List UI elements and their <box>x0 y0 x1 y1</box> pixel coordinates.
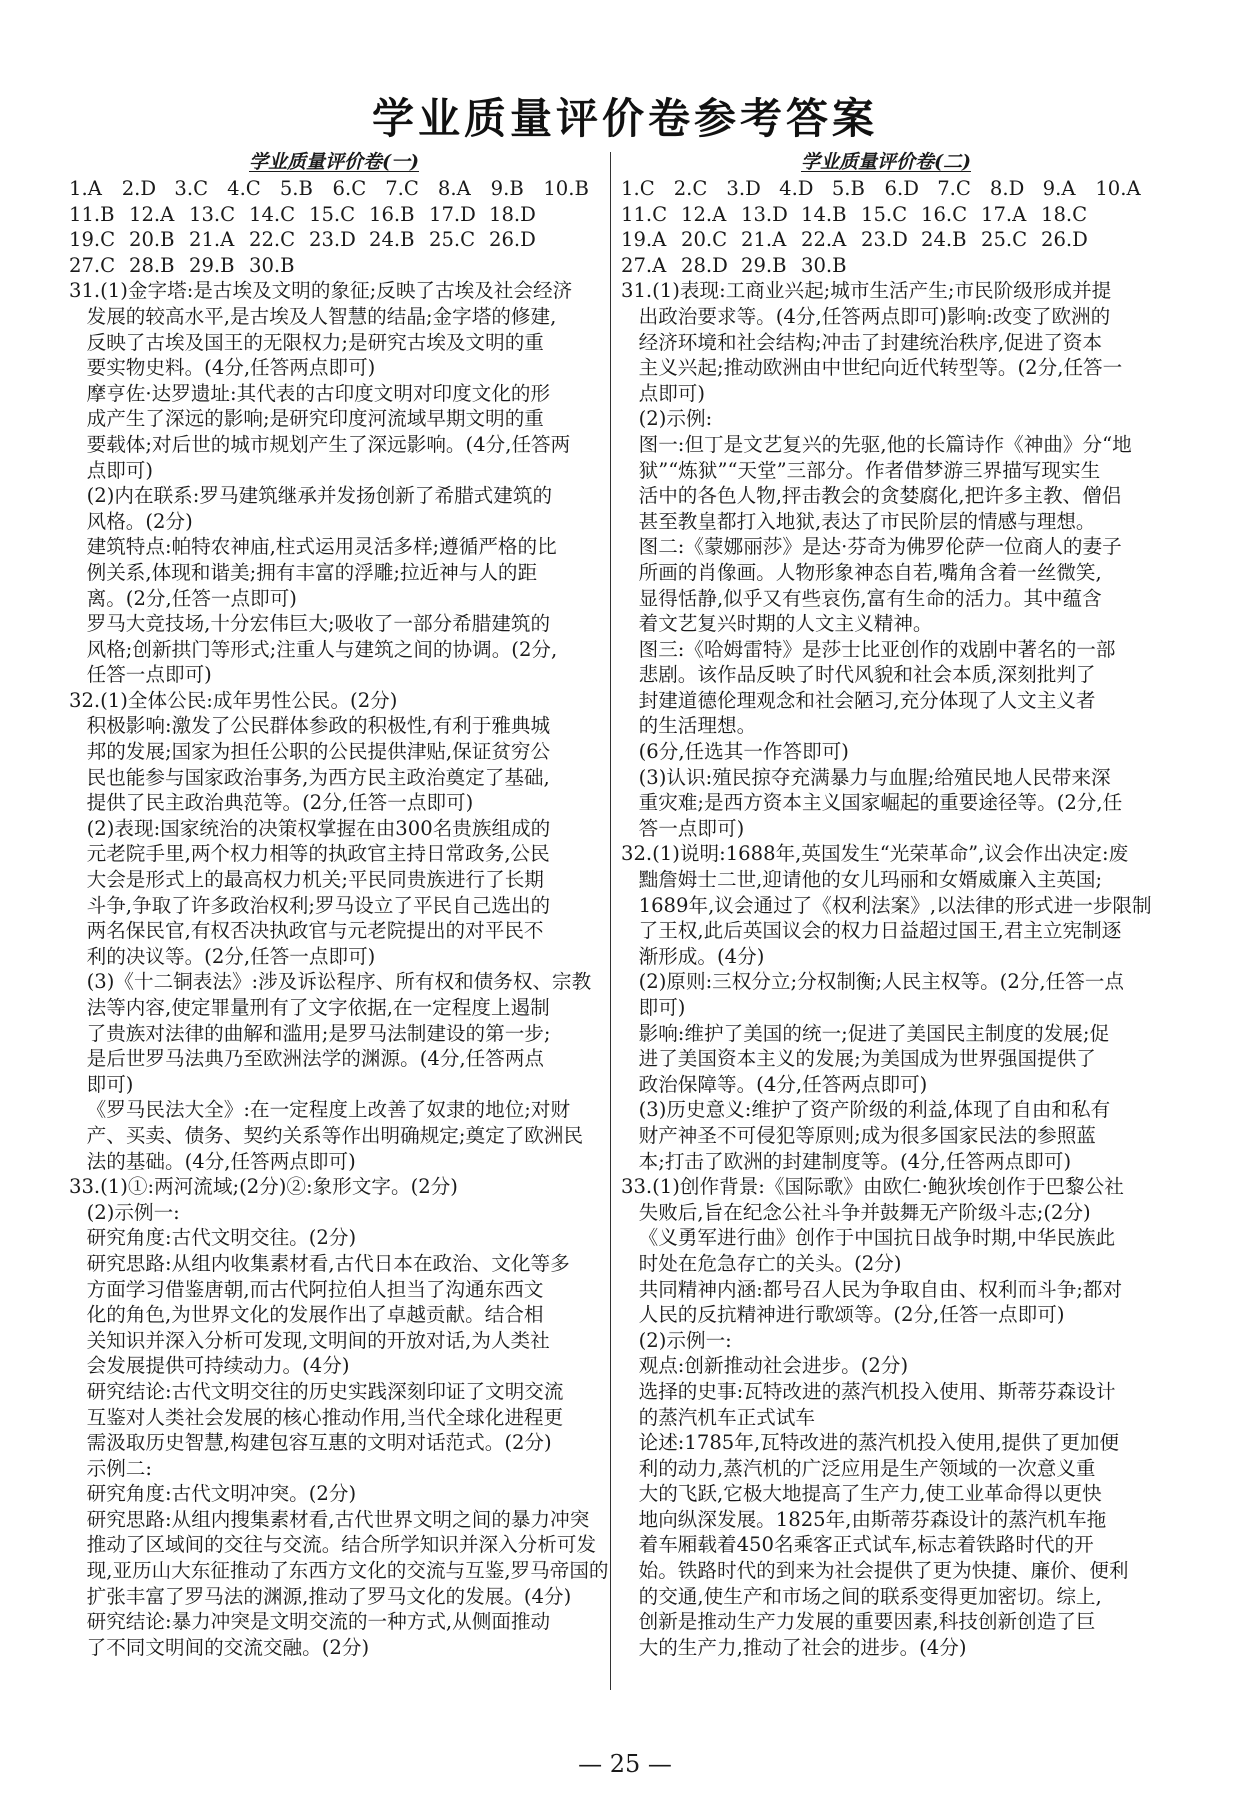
choice-answer: 6.D <box>884 177 919 200</box>
answer-line: 要载体;对后世的城市规划产生了深远影响。(4分,任答两 <box>86 432 571 456</box>
answer-line: 推动了区域间的交往与交流。结合所学知识并深入分析可发 <box>86 1533 597 1557</box>
answer-line: 地向纵深发展。1825年,由斯蒂芬森设计的蒸汽机车拖 <box>638 1507 1107 1531</box>
answer-line: 风格;创新拱门等形式;注重人与建筑之间的协调。(2分, <box>86 637 558 661</box>
choice-answer: 20.C <box>681 228 728 252</box>
choice-answer: 7.C <box>937 177 971 200</box>
answer-line: 两名保民官,有权否决执政官与元老院提出的对平民不 <box>86 919 544 943</box>
answer-line: 的交通,使生产和市场之间的联系变得更加密切。综上, <box>638 1584 1102 1608</box>
answer-line: 法等内容,使定罪量刑有了文字依据,在一定程度上遏制 <box>86 996 550 1019</box>
choice-answers-2 <box>621 176 1151 278</box>
answer-line: 邦的发展;国家为担任公职的公民提供津贴,保证贫穷公 <box>86 740 551 764</box>
choice-answer: 17.D <box>429 202 476 226</box>
answer-line: 摩亨佐·达罗遗址:其代表的古印度文明对印度文化的形 <box>86 381 551 405</box>
answer-line: 元老院手里,两个权力相等的执政官主持日常政务,公民 <box>86 842 550 866</box>
choice-answer: 10.A <box>1095 177 1141 200</box>
choice-answer: 14.C <box>249 202 296 226</box>
choice-answer: 30.B <box>801 253 847 277</box>
answer-line: (2)表现:国家统治的决策权掌握在由300名贵族组成的 <box>86 816 551 840</box>
answer-line: 即可) <box>638 996 686 1019</box>
answer-line: (2)示例一: <box>86 1200 180 1224</box>
answer-line: 需汲取历史智慧,构建包容互惠的文明对话范式。(2分) <box>86 1431 552 1455</box>
choice-answer: 28.D <box>681 253 728 277</box>
choice-row <box>621 176 1151 202</box>
answer-line: 互鉴对人类社会发展的核心推动作用,当代全球化进程更 <box>86 1405 564 1429</box>
answer-line: 即可) <box>86 1072 134 1096</box>
choice-answer: 26.D <box>1041 228 1088 252</box>
answer-line: 经济环境和社会结构;冲击了封建统治秩序,促进了资本 <box>638 330 1103 354</box>
answer-line: 了王权,此后英国议会的权力日益超过国王,君主立宪制逐 <box>638 919 1122 943</box>
answer-line: 《义勇军进行曲》创作于中国抗日战争时期,中华民族此 <box>638 1226 1116 1250</box>
choice-answer: 15.C <box>861 202 908 226</box>
choice-answer: 19.C <box>69 228 116 252</box>
choice-answer: 6.C <box>332 177 367 200</box>
answer-line: 产、买卖、债务、契约关系等作出明确规定;奠定了欧洲民 <box>86 1123 584 1147</box>
answer-line: (3)历史意义:维护了资产阶级的利益,体现了自由和私有 <box>638 1098 1111 1122</box>
answer-line: 图三:《哈姆雷特》是莎士比亚创作的戏剧中著名的一部 <box>638 637 1116 661</box>
answer-line: 显得恬静,似乎又有些哀伤,富有生命的活力。其中蕴含 <box>638 586 1102 610</box>
answer-line: 31.(1)表现:工商业兴起;城市生活产生;市民阶级形成并提 <box>621 279 1112 303</box>
choice-answer: 20.B <box>129 228 175 252</box>
choice-answer: 16.B <box>369 202 415 226</box>
answer-line: 了不同文明间的交流交融。(2分) <box>86 1635 370 1659</box>
choice-row <box>69 202 599 228</box>
answer-line: 所画的肖像画。人物形象神态自若,嘴角含着一丝微笑, <box>638 560 1102 584</box>
choice-answer: 13.C <box>189 202 236 226</box>
choice-row <box>621 227 1151 253</box>
answer-line: 方面学习借鉴唐朝,而古代阿拉伯人担当了沟通东西文 <box>86 1277 544 1301</box>
answer-line: 《罗马民法大全》:在一定程度上改善了奴隶的地位;对财 <box>86 1098 571 1122</box>
choice-answer: 8.D <box>989 177 1025 200</box>
choice-answer: 14.B <box>801 202 847 226</box>
answer-line: 法的基础。(4分,任答两点即可) <box>86 1149 356 1173</box>
choice-answer: 25.C <box>981 228 1028 252</box>
answer-line: 观点:创新推动社会进步。(2分) <box>638 1354 909 1378</box>
answer-line: 大的生产力,推动了社会的进步。(4分) <box>638 1635 967 1659</box>
answer-line: 渐形成。(4分) <box>638 944 765 968</box>
answer-line: 本;打击了欧洲的封建制度等。(4分,任答两点即可) <box>638 1149 1072 1173</box>
answer-line: 33.(1)创作背景:《国际歌》由欧仁·鲍狄埃创作于巴黎公社 <box>621 1175 1124 1199</box>
answer-line: 悲剧。该作品反映了时代风貌和社会本质,深刻批判了 <box>638 663 1096 687</box>
section-title-2: 学业质量评价卷(二) <box>801 151 971 173</box>
answer-line: 政治保障等。(4分,任答两点即可) <box>638 1072 928 1096</box>
answer-line: (2)示例一: <box>638 1328 732 1352</box>
answer-line: (3)《十二铜表法》:涉及诉讼程序、所有权和债务权、宗教 <box>86 970 592 994</box>
choice-answer: 18.C <box>1041 202 1088 226</box>
answer-line: 反映了古埃及国王的无限权力;是研究古埃及文明的重 <box>86 330 544 354</box>
answer-line: (2)内在联系:罗马建筑继承并发扬创新了希腊式建筑的 <box>86 484 553 508</box>
choice-answer: 9.A <box>1042 177 1076 200</box>
choice-answer: 2.C <box>673 177 708 200</box>
choice-answer: 5.B <box>279 177 313 200</box>
answer-line: 利的决议等。(2分,任答一点即可) <box>86 944 376 968</box>
answer-line: 答一点即可) <box>638 816 745 840</box>
answer-line: 32.(1)全体公民:成年男性公民。(2分) <box>69 688 398 712</box>
answer-line: 着文艺复兴时期的人文主义精神。 <box>638 612 933 636</box>
choice-answer: 8.A <box>437 177 471 200</box>
answer-line: 会发展提供可持续动力。(4分) <box>86 1354 350 1378</box>
answer-line: 狱”“炼狱”“天堂”三部分。作者借梦游三界描写现实生 <box>638 458 1101 482</box>
answer-line: 大的飞跃,它极大地提高了生产力,使工业革命得以更快 <box>638 1482 1102 1506</box>
choice-answer: 3.D <box>726 177 761 200</box>
answer-line: 提供了民主政治典范等。(2分,任答一点即可) <box>86 791 474 815</box>
choice-answer: 3.C <box>174 177 209 200</box>
choice-answer: 5.B <box>831 177 865 200</box>
answer-line: (2)示例: <box>638 407 713 431</box>
choice-answer: 4.D <box>779 177 814 200</box>
answer-line: 31.(1)金字塔:是古埃及文明的象征;反映了古埃及社会经济 <box>69 279 573 303</box>
answer-line: 斗争,争取了许多政治权利;罗马设立了平民自己选出的 <box>86 893 551 917</box>
page-title: 学业质量评价卷参考答案 <box>371 94 878 143</box>
answer-line: 的蒸汽机车正式试车 <box>638 1405 815 1429</box>
answer-line: 研究结论:暴力冲突是文明交流的一种方式,从侧面推动 <box>86 1610 551 1634</box>
answer-line: 重灾难;是西方资本主义国家崛起的重要途径等。(2分,任 <box>638 791 1123 815</box>
choice-answer: 21.A <box>741 228 787 252</box>
answer-line: 化的角色,为世界文化的发展作出了卓越贡献。结合相 <box>86 1303 544 1327</box>
answer-line: 失败后,旨在纪念公社斗争并鼓舞无产阶级斗志;(2分) <box>638 1200 1091 1224</box>
answer-line: 甚至教皇都打入地狱,表达了市民阶层的情感与理想。 <box>638 509 1096 533</box>
choice-answer: 29.B <box>189 253 235 277</box>
answer-line: 财产神圣不可侵犯等原则;成为很多国家民法的参照蓝 <box>638 1123 1096 1147</box>
choice-answer: 19.A <box>621 228 667 252</box>
answer-line: 关知识并深入分析可发现,文明间的开放对话,为人类社 <box>86 1328 550 1352</box>
choice-row <box>69 253 599 279</box>
choice-answer: 15.C <box>309 202 356 226</box>
choice-answer: 10.B <box>543 177 589 200</box>
answer-line: 成产生了深远的影响;是研究印度河流域早期文明的重 <box>86 407 544 431</box>
answer-line: 着车厢载着450名乘客正式试车,标志着铁路时代的开 <box>638 1533 1094 1557</box>
answer-line: 封建道德伦理观念和社会陋习,充分体现了人文主义者 <box>638 688 1096 712</box>
choice-answer: 13.D <box>741 202 788 226</box>
choice-answer: 27.C <box>69 253 116 277</box>
answer-line: (6分,任选其一作答即可) <box>638 740 849 764</box>
answer-line: 点即可) <box>86 458 154 482</box>
answer-line: 现,亚历山大东征推动了东西方文化的交流与互鉴,罗马帝国的 <box>86 1559 609 1583</box>
answer-line: 示例二: <box>86 1456 153 1480</box>
answer-line: (2)原则:三权分立;分权制衡;人民主权等。(2分,任答一点 <box>638 970 1124 994</box>
choice-answers-1 <box>69 176 599 278</box>
choice-answer: 12.A <box>129 202 175 226</box>
answer-line: 选择的史事:瓦特改进的蒸汽机投入使用、斯蒂芬森设计 <box>638 1379 1116 1403</box>
choice-row <box>69 227 599 253</box>
answer-line: 33.(1)①:两河流域;(2分)②:象形文字。(2分) <box>69 1175 458 1199</box>
choice-answer: 1.C <box>621 177 655 200</box>
choice-answer: 21.A <box>189 228 235 252</box>
choice-row <box>621 253 1151 279</box>
choice-answer: 9.B <box>490 177 524 200</box>
answer-line: 研究思路:从组内收集素材看,古代日本在政治、文化等多 <box>86 1251 570 1275</box>
choice-answer: 1.A <box>69 177 102 200</box>
answer-line: 研究角度:古代文明冲突。(2分) <box>86 1482 357 1506</box>
answer-line: 黜詹姆士二世,迎请他的女儿玛丽和女婿威廉入主英国; <box>638 868 1103 892</box>
choice-answer: 18.D <box>489 202 536 226</box>
answer-line: 利的动力,蒸汽机的广泛应用是生产领域的一次意义重 <box>638 1456 1096 1480</box>
answer-line: 1689年,议会通过了《权利法案》,以法律的形式进一步限制 <box>638 893 1152 917</box>
answer-line: 图一:但丁是文艺复兴的先驱,他的长篇诗作《神曲》分“地 <box>638 432 1132 456</box>
answer-line: 人民的反抗精神进行歌颂等。(2分,任答一点即可) <box>638 1303 1065 1327</box>
answer-line: 积极影响:激发了公民群体参政的积极性,有利于雅典城 <box>86 714 551 738</box>
choice-answer: 22.A <box>801 228 847 252</box>
answer-line: 民也能参与国家政治事务,为西方民主政治奠定了基础, <box>86 765 550 789</box>
answer-line: 活中的各色人物,抨击教会的贪婪腐化,把许多主教、僧侣 <box>638 484 1122 508</box>
choice-answer: 24.B <box>921 228 967 252</box>
choice-row <box>69 176 599 202</box>
choice-answer: 23.D <box>309 228 356 252</box>
answer-line: 风格。(2分) <box>86 509 193 533</box>
answer-line: 任答一点即可) <box>86 663 212 687</box>
answer-text-2 <box>621 278 1151 1660</box>
choice-answer: 11.C <box>621 202 668 226</box>
answer-line: 时处在危急存亡的关头。(2分) <box>638 1251 902 1275</box>
answer-line: 32.(1)说明:1688年,英国发生“光荣革命”,议会作出决定:废 <box>621 842 1129 866</box>
choice-answer: 25.C <box>429 228 476 252</box>
choice-answer: 17.A <box>981 202 1027 226</box>
answer-line: 论述:1785年,瓦特改进的蒸汽机投入使用,提供了更加便 <box>638 1431 1120 1455</box>
answer-line: 发展的较高水平,是古埃及人智慧的结晶;金字塔的修建, <box>86 304 557 328</box>
choice-answer: 29.B <box>741 253 787 277</box>
answer-line: 研究角度:古代文明交往。(2分) <box>86 1226 357 1250</box>
section-title-1: 学业质量评价卷(一) <box>249 151 419 173</box>
column-divider <box>610 152 611 1690</box>
answer-line: 影响:维护了美国的统一;促进了美国民主制度的发展;促 <box>638 1021 1110 1045</box>
answer-line: 图二:《蒙娜丽莎》是达·芬奇为佛罗伦萨一位商人的妻子 <box>638 535 1122 559</box>
answer-line: 例关系,体现和谐美;拥有丰富的浮雕;拉近神与人的距 <box>86 560 538 584</box>
left-column <box>69 150 609 1660</box>
choice-answer: 26.D <box>489 228 536 252</box>
answer-line: 扩张丰富了罗马法的渊源,推动了罗马文化的发展。(4分) <box>86 1584 572 1608</box>
choice-answer: 27.A <box>621 253 667 277</box>
answer-line: 离。(2分,任答一点即可) <box>86 586 297 610</box>
answer-line: 点即可) <box>638 381 706 405</box>
answer-line: 创新是推动生产力发展的重要因素,科技创新创造了巨 <box>638 1610 1096 1634</box>
choice-answer: 28.B <box>129 253 175 277</box>
answer-line: (3)认识:殖民掠夺充满暴力与血腥;给殖民地人民带来深 <box>638 765 1111 789</box>
choice-answer: 16.C <box>921 202 968 226</box>
answer-line: 出政治要求等。(4分,任答两点即可)影响:改变了欧洲的 <box>638 304 1111 328</box>
choice-answer: 4.C <box>227 177 261 200</box>
choice-answer: 24.B <box>369 228 415 252</box>
answer-line: 罗马大竞技场,十分宏伟巨大;吸收了一部分希腊建筑的 <box>86 612 551 636</box>
answer-line: 始。铁路时代的到来为社会提供了更为快捷、廉价、便利 <box>638 1559 1129 1583</box>
answer-line: 进了美国资本主义的发展;为美国成为世界强国提供了 <box>638 1047 1096 1071</box>
answer-line: 了贵族对法律的曲解和滥用;是罗马法制建设的第一步; <box>86 1021 551 1045</box>
choice-answer: 7.C <box>385 177 419 200</box>
answer-line: 要实物史料。(4分,任答两点即可) <box>86 356 376 380</box>
answer-line: 大会是形式上的最高权力机关;平民同贵族进行了长期 <box>86 868 544 892</box>
right-column <box>621 150 1151 1660</box>
page-number: — 25 — <box>578 1750 672 1778</box>
choice-answer: 23.D <box>861 228 908 252</box>
choice-answer: 22.C <box>249 228 296 252</box>
choice-answer: 11.B <box>69 202 115 226</box>
choice-answer: 30.B <box>249 253 295 277</box>
answer-line: 是后世罗马法典乃至欧洲法学的渊源。(4分,任答两点 <box>86 1047 545 1071</box>
answer-line: 建筑特点:帕特农神庙,柱式运用灵活多样;遵循严格的比 <box>86 535 557 559</box>
answer-line: 的生活理想。 <box>638 714 757 738</box>
choice-answer: 2.D <box>121 177 157 200</box>
answer-line: 主义兴起;推动欧洲由中世纪向近代转型等。(2分,任答一 <box>638 356 1123 380</box>
choice-answer: 12.A <box>681 202 727 226</box>
choice-row <box>621 202 1151 228</box>
answer-line: 研究思路:从组内搜集素材看,古代世界文明之间的暴力冲突 <box>86 1507 590 1531</box>
answer-text-1 <box>69 278 609 1660</box>
answer-line: 共同精神内涵:都号召人民为争取自由、权利而斗争;都对 <box>638 1277 1123 1301</box>
answer-line: 研究结论:古代文明交往的历史实践深刻印证了文明交流 <box>86 1379 564 1403</box>
